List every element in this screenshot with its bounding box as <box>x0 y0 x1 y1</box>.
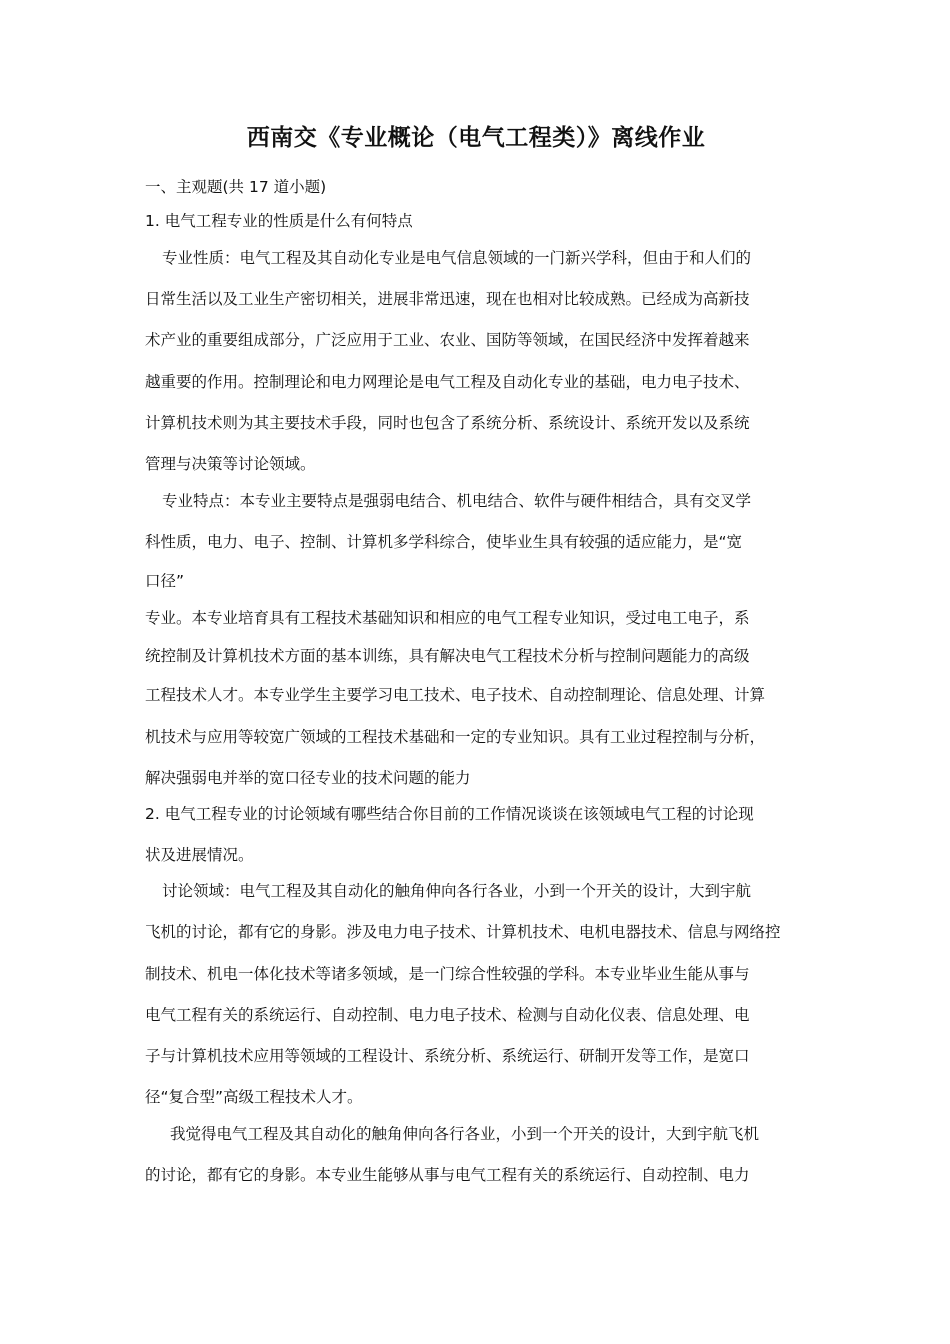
question-2: 2. 电气工程专业的讨论领域有哪些结合你目前的工作情况谈谈在该领域电气工程的讨论现 <box>145 805 754 823</box>
document-title: 西南交《专业概论（电气工程类）》离线作业 <box>246 124 706 151</box>
section-heading: 一、主观题(共 17 道小题) <box>145 178 327 196</box>
paragraph-line: 日常生活以及工业生产密切相关，进展非常迅速，现在也相对比较成熟。已经成为高新技 <box>145 290 750 308</box>
paragraph-line: 的讨论，都有它的身影。本专业生能够从事与电气工程有关的系统运行、自动控制、电力 <box>145 1166 750 1184</box>
paragraph-line: 我觉得电气工程及其自动化的触角伸向各行各业，小到一个开关的设计，大到宇航飞机 <box>170 1125 760 1143</box>
paragraph-line: 子与计算机技术应用等领域的工程设计、系统分析、系统运行、研制开发等工作，是宽口 <box>145 1047 750 1065</box>
paragraph-line: 专业。本专业培育具有工程技术基础知识和相应的电气工程专业知识，受过电工电子，系 <box>145 609 750 627</box>
question-1: 1. 电气工程专业的性质是什么有何特点 <box>145 212 413 230</box>
paragraph-line: 专业性质：电气工程及其自动化专业是电气信息领域的一门新兴学科，但由于和人们的 <box>162 249 752 267</box>
paragraph-line: 电气工程有关的系统运行、自动控制、电力电子技术、检测与自动化仪表、信息处理、电 <box>145 1006 750 1024</box>
paragraph-line: 科性质，电力、电子、控制、计算机多学科综合，使毕业生具有较强的适应能力，是“宽 <box>145 533 743 551</box>
paragraph-line: 径“复合型”高级工程技术人才。 <box>145 1088 363 1106</box>
paragraph-line: 术产业的重要组成部分，广泛应用于工业、农业、国防等领域，在国民经济中发挥着越来 <box>145 331 750 349</box>
paragraph-line: 飞机的讨论，都有它的身影。涉及电力电子技术、计算机技术、电机电器技术、信息与网络控 <box>145 923 781 941</box>
paragraph-line: 管理与决策等讨论领域。 <box>145 455 316 473</box>
paragraph-line: 计算机技术则为其主要技术手段，同时也包含了系统分析、系统设计、系统开发以及系统 <box>145 414 750 432</box>
paragraph-line: 口径” <box>145 572 185 590</box>
paragraph-line: 越重要的作用。控制理论和电力网理论是电气工程及自动化专业的基础，电力电子技术、 <box>145 373 750 391</box>
paragraph-line: 讨论领域：电气工程及其自动化的触角伸向各行各业，小到一个开关的设计，大到宇航 <box>162 882 752 900</box>
paragraph-line: 机技术与应用等较宽广领域的工程技术基础和一定的专业知识。具有工业过程控制与分析， <box>145 728 766 746</box>
paragraph-line: 状及进展情况。 <box>145 846 254 864</box>
paragraph-line: 专业特点：本专业主要特点是强弱电结合、机电结合、软件与硬件相结合，具有交叉学 <box>162 492 752 510</box>
paragraph-line: 制技术、机电一体化技术等诸多领域，是一门综合性较强的学科。本专业毕业生能从事与 <box>145 965 750 983</box>
paragraph-line: 工程技术人才。本专业学生主要学习电工技术、电子技术、自动控制理论、信息处理、计算 <box>145 686 766 704</box>
paragraph-line: 统控制及计算机技术方面的基本训练，具有解决电气工程技术分析与控制问题能力的高级 <box>145 647 750 665</box>
paragraph-line: 解决强弱电并举的宽口径专业的技术问题的能力 <box>145 769 471 787</box>
